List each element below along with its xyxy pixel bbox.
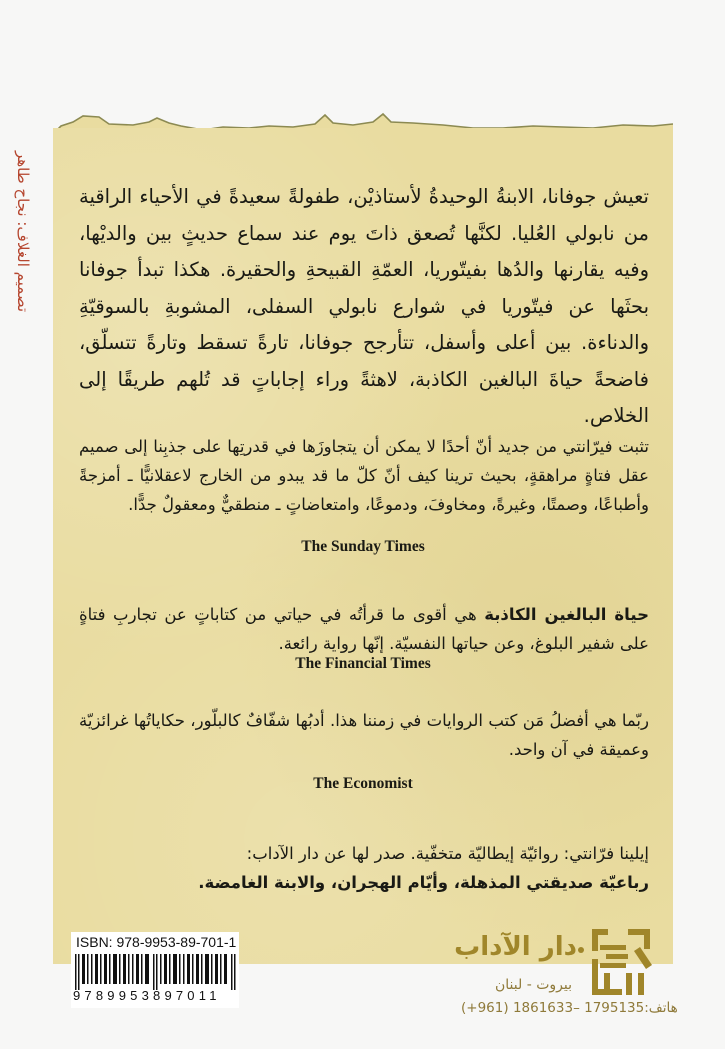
isbn-barcode [71,932,239,1008]
publisher-dot-icon [578,947,584,953]
barcode-digits: 9789953897011 [73,988,221,1003]
publisher-phone: هاتف:1795135 –1861633 (961+) [461,1000,678,1016]
review-source-sunday-times: The Sunday Times [301,538,425,555]
barcode-icon [75,954,237,990]
publisher-name: دار الآداب [454,932,577,962]
review-financial-times-text [79,600,649,658]
author-note-titles: رباعيّة صديقتي المذهلة، وأيّام الهجران، والابنة الغامضة. [198,873,649,892]
review-source-economist: The Economist [313,775,413,792]
review-body: هي أقوى ما قرأتُه في حياتي من كتاباتٍ عن تجاربِ فتاةٍ على شفير البلوغ، وعن حياتها النفسيّة. إنّها رواية رائعة. [79,605,649,653]
review-economist-text: ربّما هي أفضلُ مَن كتب الروايات في زمننا هذا. أدبُها شفّافٌ كالبلّور، حكاياتُها غرائزيّة وعميقة في آن واحد. [79,711,649,759]
review-source-financial-times: The Financial Times [295,655,431,672]
book-title-bold: حياة البالغين الكاذبة [484,605,649,624]
review-sunday-times-text: تثبت فيرّانتي من جديد أنّ أحدًا لا يمكن أن يتجاوزَها في قدرتِها على جذبِنا إلى صميم عقل فتاةٍ مراهقةٍ، بحيث ترينا كيف أنّ كلّ ما قد يبدو من الخارج لاعقلانيًّا ـ أمزجةً وأطباعًا، وصمتًا، وغيرةً، ومخاوفَ، ودموعًا، وامتعاضاتٍ ـ منطقيٌّ ومعقولٌ جدًّا. [79,437,649,514]
isbn-label: ISBN: 978-9953-89-701-1 [76,934,237,950]
publisher-city: بيروت - لبنان [495,977,572,993]
author-note [79,839,649,897]
publisher-logo-icon [592,929,652,995]
cover-design-credit: تصميم الغلاف: نجاح طاهر [14,150,32,312]
synopsis-paragraph: تعيش جوفانا، الابنةُ الوحيدةُ لأستاذيْن، طفولةً سعيدةً في الأحياء الراقية من نابولي العُليا. لكنَّها تُصعق ذاتَ يوم عند سماع حديثٍ بين والديْها، وفيه يقارنها والدُها بفيتّوريا، العمّةِ القبيحةِ والحقيرة. هكذا تبدأ جوفانا بحثَها عن فيتّوريا في شوارع نابولي السفلى، المشوبةِ بالسوقيّةِ والدناءة. بين أعلى وأسفل، تتأرجح جوفانا، تارةً تسقط وتارةً تتسلّق، فاضحةً حياةَ البالغين الكاذبة، لاهثةً وراء إجاباتٍ قد تُلهم طريقًا إلى الخلاص. [79,185,649,427]
author-note-line1: إيلينا فرّانتي: روائيّة إيطاليّة متخفّية. صدر لها عن دار الآداب: [246,844,649,863]
